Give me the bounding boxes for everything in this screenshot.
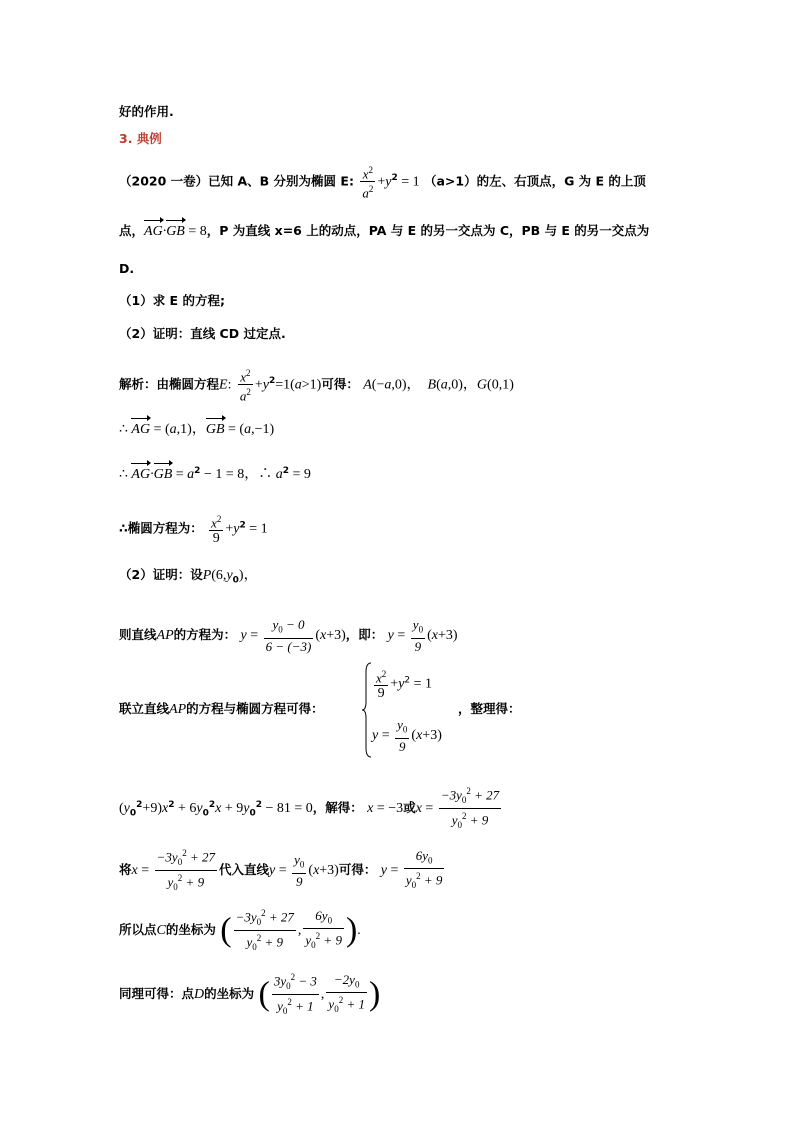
fraction-xc: $\frac{-3y_0^2 + 27}{y_0^2 + 9}$: [440, 786, 500, 830]
solution-s6-mid2: ，即：: [345, 626, 384, 642]
fraction-d-y: $\frac{-2y_0}{y_0^2 + 1}$: [328, 971, 365, 1015]
solution-line-1: 解析：由椭圆方程E: $\frac{x^2}{a^2}$ $+y^2=1(a>1)$可得： A(−a,0)， B(a,0)，G(0,1): [119, 368, 514, 404]
section-heading: 3. 典例: [119, 131, 162, 146]
fraction-d-x: $\frac{3y_0^2 - 3}{y_0^2 + 1}$: [273, 972, 317, 1016]
solution-s1-prefix: 解析：由椭圆方程: [119, 376, 220, 392]
solution-line-5: （2）证明：设$P(6,y_0)$，: [119, 567, 258, 586]
fraction-x2-9: $\frac{x^2}{9}$: [211, 514, 222, 547]
solution-s6-prefix: 则直线: [119, 626, 157, 642]
solution-line-10: 所以点C的坐标为 ( $\frac{-3y_0^2 + 27}{y_0^2 + 9}$ , $\frac{6y_0}{y_0^2 + 9}$ ).: [119, 906, 361, 955]
solution-line-7: 联立直线AP的方程与椭圆方程可得：: [119, 701, 324, 717]
problem-source: （2020 一卷）: [119, 173, 209, 189]
problem-line-3: D.: [119, 261, 135, 276]
intro-tail: 好的作用.: [119, 104, 174, 119]
solution-s9-prefix: 将: [119, 861, 132, 877]
fraction-c-x: $\frac{-3y_0^2 + 27}{y_0^2 + 9}$: [235, 908, 294, 952]
solution-s7-prefix: 联立直线: [119, 701, 170, 716]
fraction-xc-b: $\frac{-3y_0^2 + 27}{y_0^2 + 9}$: [156, 848, 215, 892]
solution-s8-mid: ，解得：: [312, 799, 363, 815]
fraction-slope-ap: $\frac{y_0 - 0}{6 - (-3)}$: [265, 617, 312, 654]
solution-line-11: 同理可得：点D的坐标为 ( $\frac{3y_0^2 - 3}{y_0^2 + 1}$ , $\frac{-2y_0}{y_0^2 + 1}$ ): [119, 970, 380, 1019]
solution-s9-mid2: 可得：: [338, 861, 377, 877]
solution-s7-mid: 的方程与椭圆方程可得：: [186, 701, 324, 716]
solution-s10-prefix: 所以点: [119, 921, 157, 937]
fraction-x2-a2: $\frac{x^2}{a^2}$: [362, 165, 374, 201]
system-eq-1: $\frac{x^2}{9}$ $+y^2 = 1$: [376, 669, 433, 702]
fraction-x2-a2-b: $\frac{x^2}{a^2}$: [239, 368, 251, 404]
problem-text-b: （a>1）的左、右顶点，G 为 E 的上顶: [423, 173, 646, 189]
solution-s8-or: 或: [403, 799, 416, 815]
solution-s7-suffix: ，整理得：: [458, 701, 521, 716]
fraction-c-y: $\frac{6y_0}{y_0^2 + 9}$: [305, 907, 342, 951]
solution-line-8: $(y_0^2+9)x^2 + 6y_0^2x + 9y_0^2 - 81 = 0$，解得： x = −3或x = $\frac{-3y_0^2 + 27}{y_0^2 + 9}$: [119, 784, 503, 833]
solution-s11-prefix: 同理可得：点: [119, 985, 195, 1001]
solution-s4-prefix: ∴椭圆方程为：: [119, 520, 203, 536]
problem-line-1: （2020 一卷）已知 A、B 分别为椭圆 E: $\frac{x^2}{a^2}$ $+y^2 = 1$ （a>1）的左、右顶点，G 为 E 的上顶: [119, 165, 646, 201]
solution-s11-mid: 的坐标为: [204, 985, 255, 1001]
solution-line-2: ∴ AG = (a,1)，GB = (a,−1): [119, 422, 275, 437]
problem-text-d: ，P 为直线 x=6 上的动点，PA 与 E 的另一交点为 C，PB 与 E 的另一交点为: [206, 223, 650, 238]
fraction-yc: $\frac{6y_0}{y_0^2 + 9}$: [405, 847, 443, 891]
solution-s9-mid: 代入直线: [218, 861, 269, 877]
solution-line-9: 将x = $\frac{-3y_0^2 + 27}{y_0^2 + 9}$ 代入直线y = $\frac{y_0}{9}$ (x+3)可得： y = $\frac{6y_0}{y_0^2 + 9}$: [119, 846, 446, 895]
question-1: （1）求 E 的方程;: [119, 293, 225, 308]
fraction-y0-9: $\frac{y_0}{9}$: [412, 617, 424, 654]
solution-s10-mid: 的坐标为: [165, 921, 216, 937]
problem-text-a: 已知 A、B 分别为椭圆 E:: [208, 173, 354, 189]
system-brace: [362, 662, 372, 758]
system-eq-2: y = $\frac{y_0}{9}$ (x+3): [372, 717, 442, 754]
solution-s5-prefix: （2）证明：设: [119, 567, 203, 582]
solution-line-4: ∴椭圆方程为： $\frac{x^2}{9}$ $+y^2 = 1$: [119, 514, 268, 547]
solution-line-3: ∴ $AG\cdot GB = a^2 - 1 = 8$，∴ $a^2 = 9$: [119, 466, 311, 483]
fraction-y0-9-b: $\frac{y_0}{9}$: [294, 852, 305, 889]
problem-text-c: 点，: [119, 223, 145, 238]
question-2: （2）证明：直线 CD 过定点.: [119, 326, 286, 341]
solution-line-6: 则直线AP的方程为： y = $\frac{y_0 - 0}{6 - (-3)}$ (x+3)，即： y = $\frac{y_0}{9}$ (x+3): [119, 617, 458, 654]
problem-line-2: 点，AG·GB = 8，P 为直线 x=6 上的动点，PA 与 E 的另一交点为 C，PB 与 E 的另一交点为: [119, 223, 650, 239]
solution-s6-mid: 的方程为：: [173, 626, 237, 642]
solution-s1-mid: 可得：: [321, 376, 359, 392]
